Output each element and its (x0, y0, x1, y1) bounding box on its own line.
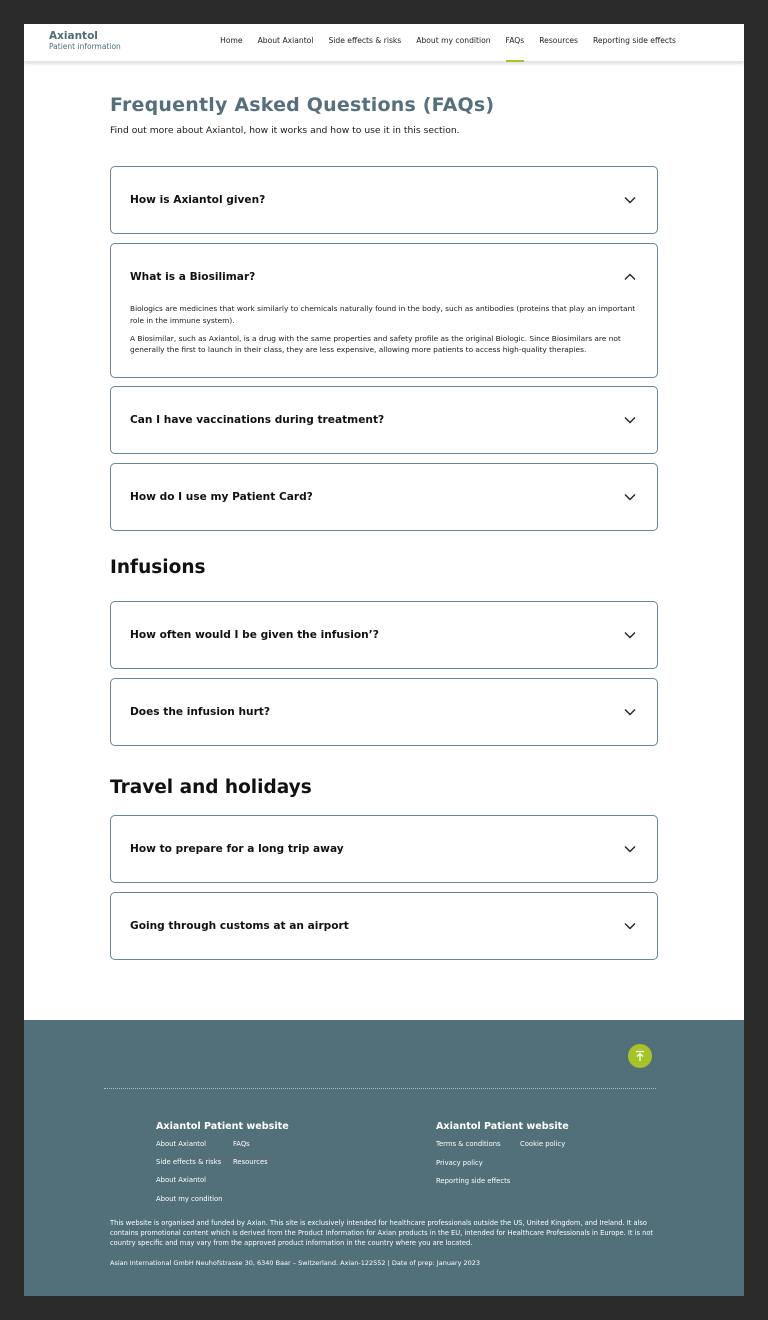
nav-reporting[interactable]: Reporting side effects (593, 36, 676, 45)
faq-question: Can I have vaccinations during treatment? (130, 414, 385, 426)
nav-about-condition[interactable]: About my condition (416, 36, 491, 45)
faq-question: What is a Biosilimar? (130, 271, 256, 283)
chevron-down-icon (623, 490, 637, 504)
faq-answer-paragraph: A Biosimilar, such as Axiantol, is a drug with the same properties and safety profile as the original Biologic. Since Biosimilars are not generally the first to launch in their class, they are less expensive, allowing more patients to access high-quality therapies. (130, 333, 621, 355)
site-footer (24, 1020, 744, 1296)
chevron-down-icon (623, 842, 637, 856)
page-intro-text: Find out more about Axiantol, how it works and how to use it in this section. (110, 125, 460, 136)
faq-question: Going through customs at an airport (130, 920, 349, 932)
faq-item (110, 166, 658, 234)
faq-item (110, 815, 658, 883)
logo-title: Axiantol (49, 30, 98, 42)
footer-link-about-condition[interactable]: About my condition (156, 1195, 223, 1203)
faq-toggle[interactable] (111, 167, 657, 233)
faq-toggle[interactable] (111, 244, 657, 310)
footer-col2-title: Axiantol Patient website (436, 1121, 569, 1132)
footer-link-about-axiantol-2[interactable]: About Axiantol (156, 1176, 207, 1184)
faq-toggle[interactable] (111, 464, 657, 530)
chevron-up-icon (623, 270, 637, 284)
faq-item (110, 892, 658, 960)
footer-link-faqs[interactable]: FAQs (233, 1140, 250, 1148)
chevron-down-icon (623, 413, 637, 427)
footer-link-side-effects[interactable]: Side effects & risks (156, 1158, 222, 1166)
chevron-down-icon (623, 628, 637, 642)
faq-toggle[interactable] (111, 893, 657, 959)
nav-resources[interactable]: Resources (539, 36, 578, 45)
footer-link-privacy-policy[interactable]: Privacy policy (436, 1159, 483, 1167)
page-intro (110, 94, 658, 136)
main-nav (205, 24, 676, 62)
section-heading-travel: Travel and holidays (110, 777, 312, 798)
faq-question: How do I use my Patient Card? (130, 491, 313, 503)
faq-toggle[interactable] (111, 816, 657, 882)
site-header (24, 24, 744, 62)
faq-question: Does the infusion hurt? (130, 706, 271, 718)
footer-link-reporting[interactable]: Reporting side effects (436, 1177, 511, 1185)
faq-question: How often would I be given the infusion’? (130, 629, 379, 641)
faq-item (110, 601, 658, 669)
faq-item (110, 463, 658, 531)
nav-side-effects[interactable]: Side effects & risks (328, 36, 402, 45)
page-title: Frequently Asked Questions (FAQs) (110, 94, 495, 116)
chevron-down-icon (623, 705, 637, 719)
footer-link-cookie-policy[interactable]: Cookie policy (520, 1140, 566, 1148)
nav-faqs[interactable]: FAQs (506, 24, 525, 62)
faq-question: How is Axiantol given? (130, 194, 266, 206)
nav-about-axiantol[interactable]: About Axiantol (257, 36, 314, 45)
faq-item-expanded (110, 243, 658, 378)
faq-toggle[interactable] (111, 387, 657, 453)
arrow-up-to-top-icon (634, 1050, 646, 1062)
footer-disclaimer: This website is organised and funded by Axian. This site is exclusively intended for healthcare professionals outside the US, United Kingdom, and Ireland. It also contains promotional content which is derived from the Product Information for Axian products in the EU, intended for Healthcare Professionals in Europe. It is not country specific and may vary from the approved product information in the country where you are located. (110, 1219, 654, 1248)
footer-divider (104, 1088, 656, 1089)
faq-toggle[interactable] (111, 602, 657, 668)
chevron-down-icon (623, 919, 637, 933)
footer-col1-title: Axiantol Patient website (156, 1121, 289, 1132)
faq-item (110, 678, 658, 746)
footer-link-resources[interactable]: Resources (233, 1158, 268, 1166)
faq-item (110, 386, 658, 454)
site-logo[interactable] (49, 31, 121, 50)
chevron-down-icon (623, 193, 637, 207)
footer-link-terms[interactable]: Terms & conditions (436, 1140, 501, 1148)
nav-home[interactable]: Home (220, 36, 243, 45)
faq-answer (111, 303, 657, 356)
faq-answer-paragraph: Biologics are medicines that work similarly to chemicals naturally found in the body, such as antibodies (proteins that play an important role in the immune system). (130, 304, 636, 325)
section-heading-infusions: Infusions (110, 557, 206, 578)
faq-question: How to prepare for a long trip away (130, 843, 344, 855)
back-to-top-button[interactable] (628, 1044, 652, 1068)
faq-toggle[interactable] (111, 679, 657, 745)
browser-viewport (24, 24, 744, 1296)
footer-link-about-axiantol[interactable]: About Axiantol (156, 1140, 207, 1148)
footer-address: Asian International GmbH Neuhofstrasse 30, 6340 Baar – Switzerland. Axian-122552 | Date of prep: January 2023 (110, 1259, 481, 1267)
logo-subtitle: Patient information (49, 41, 121, 51)
